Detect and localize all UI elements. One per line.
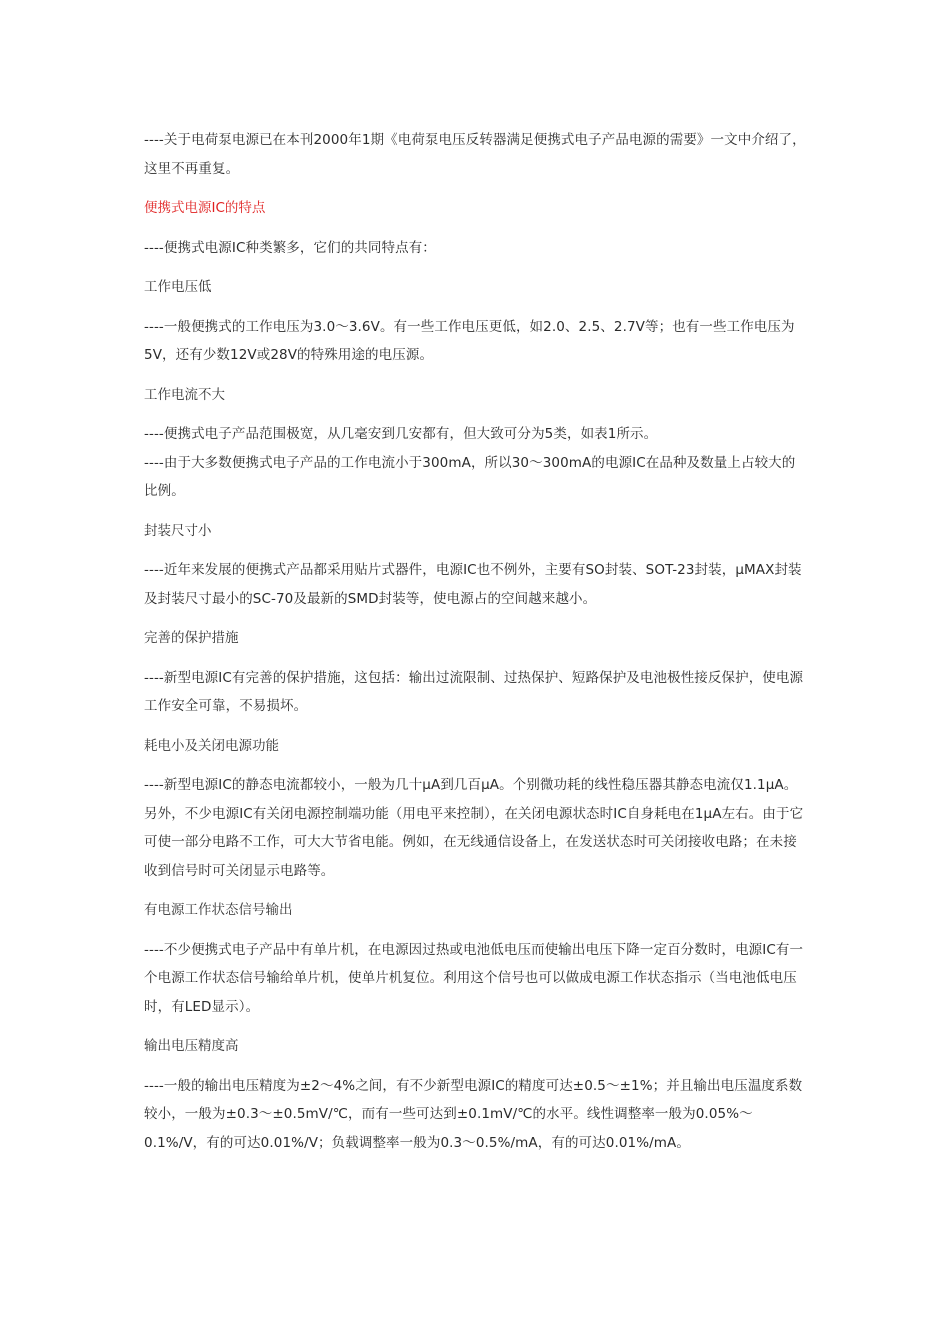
heading-low-voltage: 工作电压低 [144,279,212,295]
paragraph-small-package: ----近年来发展的便携式产品都采用贴片式器件，电源IC也不例外，主要有SO封装、SOT-23封装，μMAX封装及封装尺寸最小的SC-70及最新的SMD封装等，使电源占的空间越来越小。 [144,562,802,607]
paragraph-status-output: ----不少便携式电子产品中有单片机，在电源因过热或电池低电压而使输出电压下降一定百分数时，电源IC有一个电源工作状态信号输给单片机，使单片机复位。利用这个信号也可以做成电源工作状态指示（当电池低电压时，有LED显示）。 [144,941,804,1015]
heading-low-current: 工作电流不大 [144,386,225,403]
paragraph-low-current-a: ----便携式电子产品范围极宽，从几毫安到几安都有，但大致可分为5类，如表1所示。 [144,426,658,442]
section-title: 便携式电源IC的特点 [144,200,266,216]
paragraph-protection: ----新型电源IC有完善的保护措施，这包括：输出过流限制、过热保护、短路保护及电池极性接反保护，使电源工作安全可靠，不易损坏。 [144,669,804,714]
section-intro-paragraph: ----便携式电源IC种类繁多，它们的共同特点有： [144,239,436,256]
heading-high-accuracy: 输出电压精度高 [144,1038,239,1054]
paragraph-low-voltage: ----一般便携式的工作电压为3.0～3.6V。有一些工作电压更低，如2.0、2.5、2.7V等；也有一些工作电压为5V，还有少数12V或28V的特殊用途的电压源。 [144,318,795,363]
heading-small-package: 封装尺寸小 [144,522,212,539]
heading-protection: 完善的保护措施 [144,630,239,646]
heading-low-power-shutdown: 耗电小及关闭电源功能 [144,737,279,754]
paragraph-high-accuracy: ----一般的输出电压精度为±2～4%之间，有不少新型电源IC的精度可达±0.5～±1%；并且输出电压温度系数较小，一般为±0.3～±0.5mV/℃，而有一些可达到±0.1mV/℃的水平。线性调整率一般为0.05%～0.1%/V，有的可达0.01%/V；负载调整率一般为0.3～0.5%/mA，有的可达0.01%/mA。 [144,1077,803,1151]
intro-paragraph: ----关于电荷泵电源已在本刊2000年1期《电荷泵电压反转器满足便携式电子产品电源的需要》一文中介绍了，这里不再重复。 [144,132,806,177]
document-body [144,126,808,1168]
paragraph-low-power-shutdown: ----新型电源IC的静态电流都较小，一般为几十μA到几百μA。个别微功耗的线性稳压器其静态电流仅1.1μA。另外，不少电源IC有关闭电源控制端功能（用电平来控制），在关闭电源状态时IC自身耗电在1μA左右。由于它可使一部分电路不工作，可大大节省电能。例如，在无线通信设备上，在发送状态时可关闭接收电路；在未接收到信号时可关闭显示电路等。 [144,777,804,879]
paragraph-low-current-b: ----由于大多数便携式电子产品的工作电流小于300mA，所以30～300mA的电源IC在品种及数量上占较大的比例。 [144,454,796,499]
heading-status-output: 有电源工作状态信号输出 [144,902,293,918]
